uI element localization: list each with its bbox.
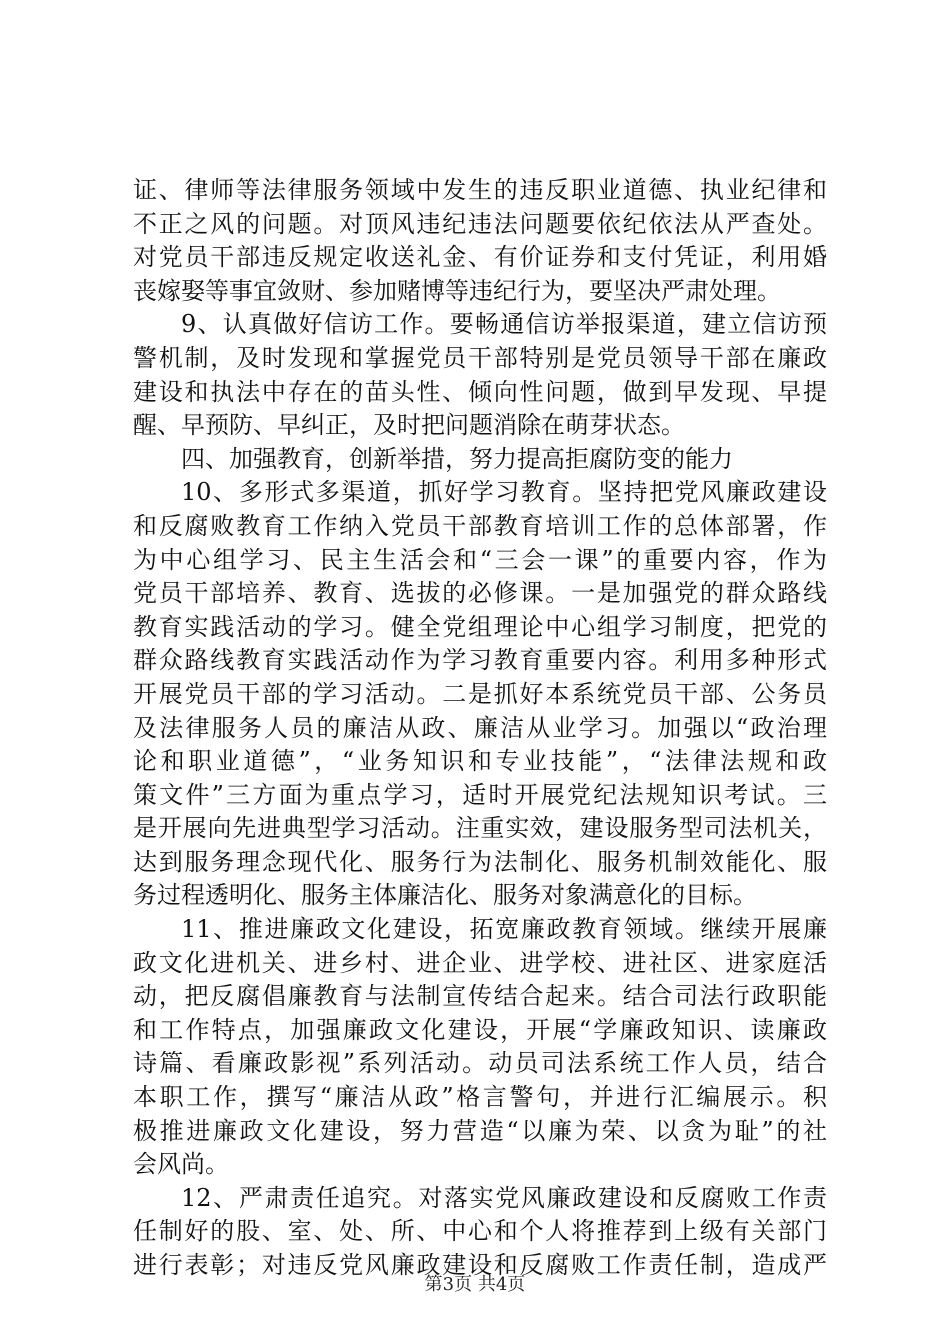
text-line: 丧嫁娶等事宜敛财、参加赌博等违纪行为，要坚决严肃处理。 <box>133 276 781 305</box>
text-line: 对党员干部违反规定收送礼金、有价证券和支付凭证，利用婚 <box>133 243 827 272</box>
text-line: 极推进廉政文化建设，努力营造“以廉为荣、以贪为耻”的社 <box>133 1116 827 1145</box>
text-line: 是开展向先进典型学习活动。注重实效，建设服务型司法机关， <box>133 814 827 843</box>
text-line: 醒、早预防、早纠正，及时把问题消除在萌芽状态。 <box>133 411 685 440</box>
text-line: 务过程透明化、服务主体廉洁化、服务对象满意化的目标。 <box>133 881 757 910</box>
text-line: 四、加强教育，创新举措，努力提高拒腐防变的能力 <box>181 444 733 473</box>
text-line: 及法律服务人员的廉洁从政、廉洁从业学习。加强以“政治理 <box>133 713 827 742</box>
page-footer: 第3页 共4页 <box>424 1274 526 1295</box>
text-line: 11、推进廉政文化建设，拓宽廉政教育领域。继续开展廉 <box>181 915 827 944</box>
text-line: 党员干部培养、教育、选拔的必修课。一是加强党的群众路线 <box>133 579 827 608</box>
text-line: 政文化进机关、进乡村、进企业、进学校、进社区、进家庭活 <box>133 948 827 977</box>
document-body <box>133 174 827 1283</box>
text-line: 12、严肃责任追究。对落实党风廉政建设和反腐败工作责 <box>181 1183 827 1212</box>
text-line: 不正之风的问题。对顶风违纪违法问题要依纪依法从严查处。 <box>133 209 827 238</box>
text-line: 为中心组学习、民主生活会和“三会一课”的重要内容，作为 <box>133 545 827 574</box>
text-line: 10、多形式多渠道，抓好学习教育。坚持把党风廉政建设 <box>181 478 827 507</box>
text-line: 证、律师等法律服务领域中发生的违反职业道德、执业纪律和 <box>133 176 827 204</box>
text-line: 和工作特点，加强廉政文化建设，开展“学廉政知识、读廉政 <box>133 1015 827 1044</box>
text-line: 教育实践活动的学习。健全党组理论中心组学习制度，把党的 <box>133 612 827 641</box>
text-line: 任制好的股、室、处、所、中心和个人将推荐到上级有关部门 <box>133 1217 827 1246</box>
text-line: 动，把反腐倡廉教育与法制宣传结合起来。结合司法行政职能 <box>133 982 827 1011</box>
text-line: 建设和执法中存在的苗头性、倾向性问题，做到早发现、早提 <box>133 377 827 406</box>
text-line: 本职工作，撰写“廉洁从政”格言警句，并进行汇编展示。积 <box>133 1083 827 1112</box>
text-line: 会风尚。 <box>133 1150 229 1179</box>
text-line: 达到服务理念现代化、服务行为法制化、服务机制效能化、服 <box>133 847 827 876</box>
text-line: 群众路线教育实践活动作为学习教育重要内容。利用多种形式 <box>133 646 827 675</box>
text-line: 论和职业道德”，“业务知识和专业技能”，“法律法规和政 <box>133 747 827 776</box>
text-line: 警机制，及时发现和掌握党员干部特别是党员领导干部在廉政 <box>133 343 827 372</box>
text-line: 进行表彰；对违反党风廉政建设和反腐败工作责任制，造成严 <box>133 1251 827 1279</box>
text-line: 9、认真做好信访工作。要畅通信访举报渠道，建立信访预 <box>181 310 827 339</box>
text-line: 开展党员干部的学习活动。二是抓好本系统党员干部、公务员 <box>133 679 827 708</box>
text-line: 诗篇、看廉政影视”系列活动。动员司法系统工作人员，结合 <box>133 1049 827 1078</box>
text-line: 策文件”三方面为重点学习，适时开展党纪法规知识考试。三 <box>133 780 827 809</box>
text-line: 和反腐败教育工作纳入党员干部教育培训工作的总体部署，作 <box>133 511 827 540</box>
